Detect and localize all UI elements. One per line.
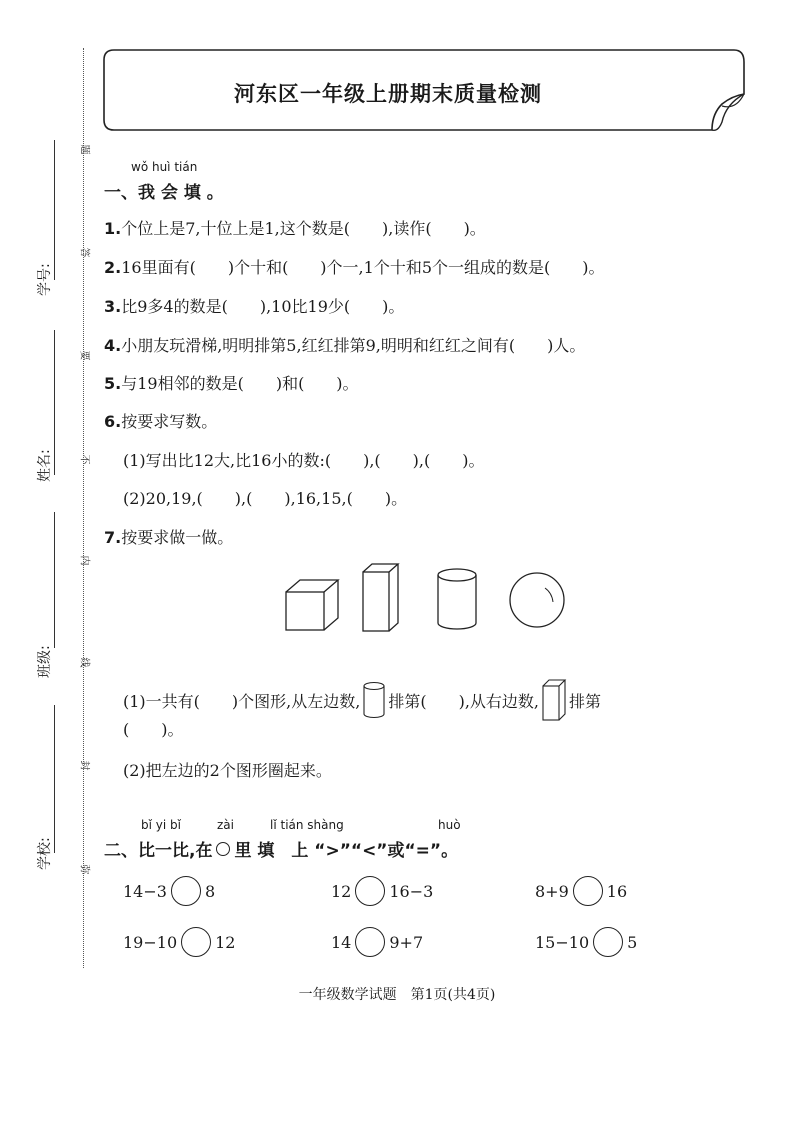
answer-circle[interactable] [171,876,201,906]
answer-circle[interactable] [355,927,385,957]
question-7-part-2: (2)把左边的2个图形圈起来。 [123,761,332,780]
question-7 [104,525,233,548]
student-id-line[interactable] [54,140,55,280]
question-6-part-2: (2)20,19,( ),( ),16,15,( )。 [123,489,408,508]
section2-pinyin-4: huò [438,818,461,832]
question-number: 1. [104,219,122,238]
seal-char: 封 [78,760,90,771]
section1-heading: 一、我 会 填 。 [104,183,224,203]
seal-char: 不 [78,454,90,465]
compare-item [123,876,215,906]
student-id-label: 学号: [37,263,53,296]
compare-right: 5 [627,932,638,952]
q7-part1-text-b: 排第( ),从右边数, [388,691,539,711]
question-text: 16里面有( )个十和( )个一,1个十和5个一组成的数是( )。 [121,258,605,277]
page-title: 河东区一年级上册期末质量检测 [234,81,542,106]
compare-item [331,927,423,957]
question-7-part-1 [123,678,601,722]
compare-item [535,927,637,957]
section1-pinyin: wǒ huì tián [131,160,198,174]
answer-circle[interactable] [573,876,603,906]
question-6-part-1: (1)写出比12大,比16小的数:( ),( ),( )。 [123,451,485,470]
compare-item [535,876,627,906]
question-text: 与19相邻的数是( )和( )。 [121,374,359,393]
name-line[interactable] [54,330,55,475]
compare-item [123,927,235,957]
compare-right: 12 [215,932,236,952]
q7-part1-text-a: (1)一共有( )个图形,从左边数, [123,691,361,711]
question-1 [104,216,486,239]
page-footer: 一年级数学试题 第1页(共4页) [298,987,496,1003]
question-text: 个位上是7,十位上是1,这个数是( ),读作( )。 [121,219,486,238]
name-label: 姓名: [37,449,53,482]
section2-pinyin-2: zài [217,818,234,832]
circle-icon [216,842,230,856]
question-5 [104,371,359,394]
cuboid-icon [541,678,567,722]
compare-left: 14 [331,932,352,952]
question-number: 7. [104,528,122,547]
question-text: 按要求做一做。 [121,528,234,547]
cube-icon [286,580,338,630]
q7-shapes [280,560,580,640]
compare-right: 16−3 [389,881,434,901]
compare-item [331,876,433,906]
compare-right: 8 [204,881,216,901]
compare-left: 15−10 [535,932,590,952]
seal-char: 题 [78,144,90,155]
cuboid-icon [363,564,398,631]
seal-char: 内 [78,555,90,566]
compare-left: 14−3 [123,881,167,901]
q7-part1-text-c: 排第 [569,691,602,711]
question-number: 4. [104,336,122,355]
question-2 [104,255,604,278]
cylinder-icon [438,569,476,629]
question-number: 6. [104,412,122,431]
question-number: 5. [104,374,122,393]
compare-left: 19−10 [123,932,178,952]
seal-char: 答 [78,247,90,258]
sphere-icon [510,573,564,627]
question-6 [104,409,217,432]
answer-circle[interactable] [355,876,385,906]
question-number: 2. [104,258,122,277]
question-4 [104,333,585,356]
seal-char: 线 [78,657,90,668]
cylinder-icon [362,680,386,720]
question-7-part-1-cont: ( )。 [123,720,184,739]
class-label: 班级: [37,645,53,678]
class-line[interactable] [54,512,55,648]
compare-left: 8+9 [535,881,569,901]
question-number: 3. [104,297,122,316]
section2-heading-a: 二、比一比,在 [104,841,213,861]
question-text: 比9多4的数是( ),10比19少( )。 [121,297,405,316]
question-text: 小朋友玩滑梯,明明排第5,红红排第9,明明和红红之间有( )人。 [121,336,586,355]
seal-char: 弥 [78,864,90,875]
school-line[interactable] [54,705,55,853]
binding-dotted-line [83,48,84,968]
section2-heading [104,836,458,861]
compare-left: 12 [331,881,352,901]
school-label: 学校: [37,837,53,870]
compare-right: 16 [606,881,628,901]
question-text: 按要求写数。 [121,412,218,431]
answer-circle[interactable] [593,927,623,957]
answer-circle[interactable] [181,927,211,957]
question-3 [104,294,404,317]
section2-heading-b: 里 填 上 “>”“<”或“=”。 [234,841,459,861]
section2-pinyin-1: bǐ yi bǐ [141,818,181,832]
section2-pinyin-3: lǐ tián shàng [270,818,344,832]
compare-right: 9+7 [389,932,424,952]
seal-char: 要 [78,350,90,361]
